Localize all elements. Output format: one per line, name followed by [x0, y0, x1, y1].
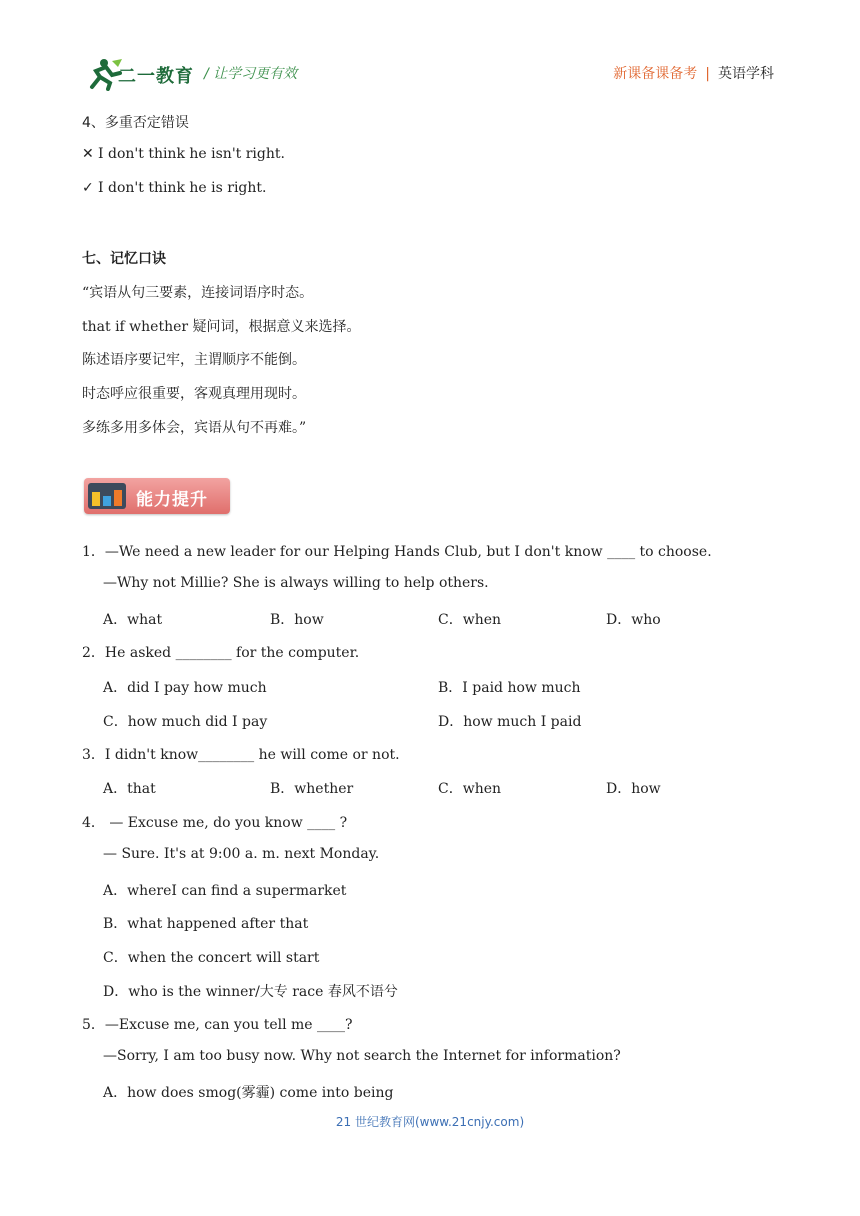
option-c[interactable]: C．how much did I pay [103, 714, 268, 730]
right-example [82, 180, 266, 196]
wrong-example-text: I don't think he isn't right. [98, 146, 285, 162]
header-subject [613, 63, 774, 83]
option-a[interactable]: A．that [103, 781, 156, 797]
header-course-label: 新课备课备考 [613, 66, 698, 82]
option-d[interactable]: D．who [606, 612, 661, 628]
ability-badge-label: 能力提升 [136, 490, 208, 510]
page-header [0, 0, 860, 100]
mnemonic-line: that if whether 疑问词，根据意义来选择。 [82, 319, 361, 335]
question-stem: 2．He asked ________ for the computer. [82, 645, 360, 661]
right-example-text: I don't think he is right. [98, 180, 267, 196]
question-stem: 5．—Excuse me, can you tell me ____? [82, 1017, 353, 1033]
option-a[interactable]: A．what [103, 612, 163, 628]
option-b[interactable]: B．what happened after that [103, 916, 309, 932]
mnemonic-line: 陈述语序要记牢，主谓顺序不能倒。 [82, 352, 306, 368]
mnemonic-line: 多练多用多体会，宾语从句不再难。” [82, 420, 307, 436]
check-icon: ✓ [82, 180, 94, 196]
chart-icon [88, 483, 126, 509]
question-stem: 3．I didn't know________ he will come or not. [82, 747, 400, 763]
page-footer: 21 世纪教育网(www.21cnjy.com) [335, 1115, 525, 1129]
mnemonic-line: “宾语从句三要素，连接词语序时态。 [82, 285, 314, 301]
cross-icon: ✕ [82, 146, 94, 162]
header-subject-label: 英语学科 [718, 66, 774, 82]
option-c[interactable]: C．when [438, 781, 502, 797]
header-separator: | [705, 66, 710, 82]
logo-text: 二一教育 [118, 66, 194, 87]
question-sub: —Why not Millie? She is always willing to help others. [103, 575, 489, 591]
option-a[interactable]: A．whereI can find a supermarket [103, 883, 347, 899]
question-sub: — Sure. It's at 9:00 a. m. next Monday. [103, 846, 380, 862]
option-d[interactable]: D．who is the winner/大专 race 春风不语兮 [103, 984, 398, 1000]
option-b[interactable]: B．how [270, 612, 324, 628]
option-c[interactable]: C．when [438, 612, 502, 628]
question-stem: 4． — Excuse me, do you know ____ ? [82, 815, 348, 831]
ability-badge [84, 478, 230, 514]
question-stem: 1．—We need a new leader for our Helping Hands Club, but I don't know ____ to choose. [82, 544, 712, 560]
option-c[interactable]: C．when the concert will start [103, 950, 320, 966]
mnemonic-line: 时态呼应很重要，客观真理用现时。 [82, 386, 306, 402]
option-b[interactable]: B．I paid how much [438, 680, 581, 696]
option-d[interactable]: D．how much I paid [438, 714, 582, 730]
question-sub: —Sorry, I am too busy now. Why not search the Internet for information? [103, 1048, 621, 1064]
option-a[interactable]: A．did I pay how much [103, 680, 267, 696]
wrong-example [82, 146, 285, 162]
option-a[interactable]: A．how does smog(雾霾) come into being [103, 1085, 394, 1101]
option-d[interactable]: D．how [606, 781, 661, 797]
header-slogan: / 让学习更有效 [204, 66, 298, 82]
section4-title: 4、多重否定错误 [82, 115, 189, 131]
section7-title: 七、记忆口诀 [82, 251, 166, 267]
option-b[interactable]: B．whether [270, 781, 354, 797]
